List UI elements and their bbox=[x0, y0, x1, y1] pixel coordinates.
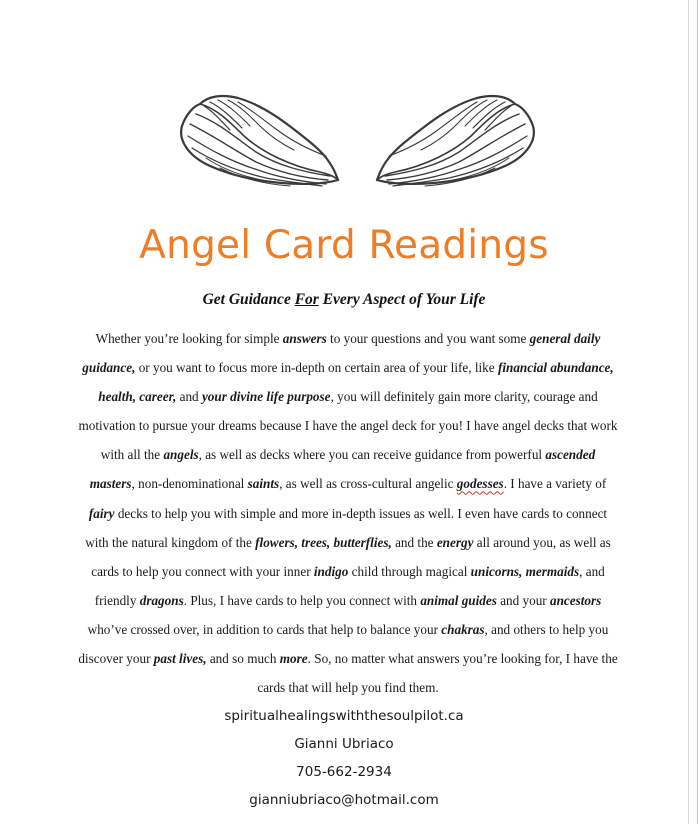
body-emphasis-text: chakras bbox=[441, 621, 485, 637]
subtitle-part-2: Every Aspect of Your Life bbox=[318, 291, 486, 308]
body-emphasis-text: unicorns, mermaids bbox=[470, 563, 580, 579]
body-emphasis-text: past lives, bbox=[153, 651, 207, 667]
body-text-segment: , as well as decks where you can receive guidance from powerful bbox=[198, 447, 546, 463]
body-text-segment: Whether you’re looking for simple bbox=[95, 331, 283, 346]
angel-wings-icon bbox=[170, 92, 545, 197]
body-emphasis-text: energy bbox=[436, 534, 474, 550]
body-text-segment: . So, no matter what answers you’re looking for, I have the cards that will help you find them. bbox=[257, 651, 618, 696]
body-emphasis-text: animal guides bbox=[420, 592, 497, 608]
body-emphasis-text: fairy bbox=[88, 505, 115, 521]
body-emphasis-text: dragons bbox=[139, 592, 184, 608]
body-text-segment: , you will definitely gain more clarity, courage and motivation to pursue your dreams because I have the angel deck for you! I have angel decks that work with all the bbox=[78, 389, 618, 463]
body-text-segment: . Plus, I have cards to help you connect with bbox=[183, 592, 421, 608]
body-text-segment: , and others to help you discover your bbox=[78, 621, 609, 667]
body-text-segment: who’ve crossed over, in addition to cards that help to balance your bbox=[87, 621, 442, 637]
body-emphasis-text: general daily guidance, bbox=[82, 331, 601, 376]
body-text-segment: , non-denominational bbox=[131, 476, 248, 492]
body-text-segment: . I have a variety of bbox=[503, 476, 607, 492]
subtitle-underlined-word: For bbox=[294, 291, 319, 308]
body-text-segment: and bbox=[176, 389, 202, 405]
body-emphasis-text: godesses bbox=[456, 476, 504, 492]
body-text-segment: , as well as cross-cultural angelic bbox=[279, 476, 457, 492]
page-edge bbox=[697, 0, 698, 824]
body-text-segment: child through magical bbox=[348, 563, 471, 579]
website-text: spiritualhealingswiththesoulpilot.ca bbox=[224, 708, 464, 724]
body-emphasis-text: ascended masters bbox=[89, 447, 596, 492]
body-emphasis-text: answers bbox=[282, 331, 327, 346]
body-text-segment: , and friendly bbox=[94, 563, 605, 608]
page-subtitle bbox=[0, 289, 688, 311]
contact-email: gianniubriaco@hotmail.com bbox=[249, 792, 439, 808]
body-emphasis-text: ancestors bbox=[550, 592, 602, 608]
page-title: Angel Card Readings bbox=[139, 223, 549, 268]
subtitle-part-1: Get Guidance bbox=[202, 291, 295, 308]
body-paragraph bbox=[78, 324, 618, 702]
body-emphasis-text: saints bbox=[247, 476, 280, 492]
contact-name: Gianni Ubriaco bbox=[294, 736, 394, 752]
body-emphasis-text: financial abundance, health, career, bbox=[98, 360, 614, 405]
body-emphasis-text: your divine life purpose bbox=[201, 389, 331, 405]
body-text-segment: and your bbox=[496, 592, 550, 608]
body-emphasis-text: angels bbox=[163, 447, 199, 463]
body-text-segment: and so much bbox=[206, 651, 280, 667]
body-text-segment: or you want to focus more in-depth on certain area of your life, like bbox=[135, 360, 498, 376]
contact-phone: 705-662-2934 bbox=[296, 764, 392, 780]
body-text-segment: all around you, as well as cards to help you connect with your inner bbox=[91, 534, 611, 579]
body-text-segment: and the bbox=[391, 534, 437, 550]
body-emphasis-text: flowers, trees, butterflies, bbox=[255, 534, 392, 550]
body-emphasis-text: more bbox=[279, 651, 308, 667]
body-text-segment: to your questions and you want some bbox=[326, 331, 530, 346]
body-emphasis-text: indigo bbox=[313, 563, 349, 579]
body-text-segment: decks to help you with simple and more in-depth issues as well. I even have cards to connect with the natural kingdom of the bbox=[85, 505, 608, 550]
